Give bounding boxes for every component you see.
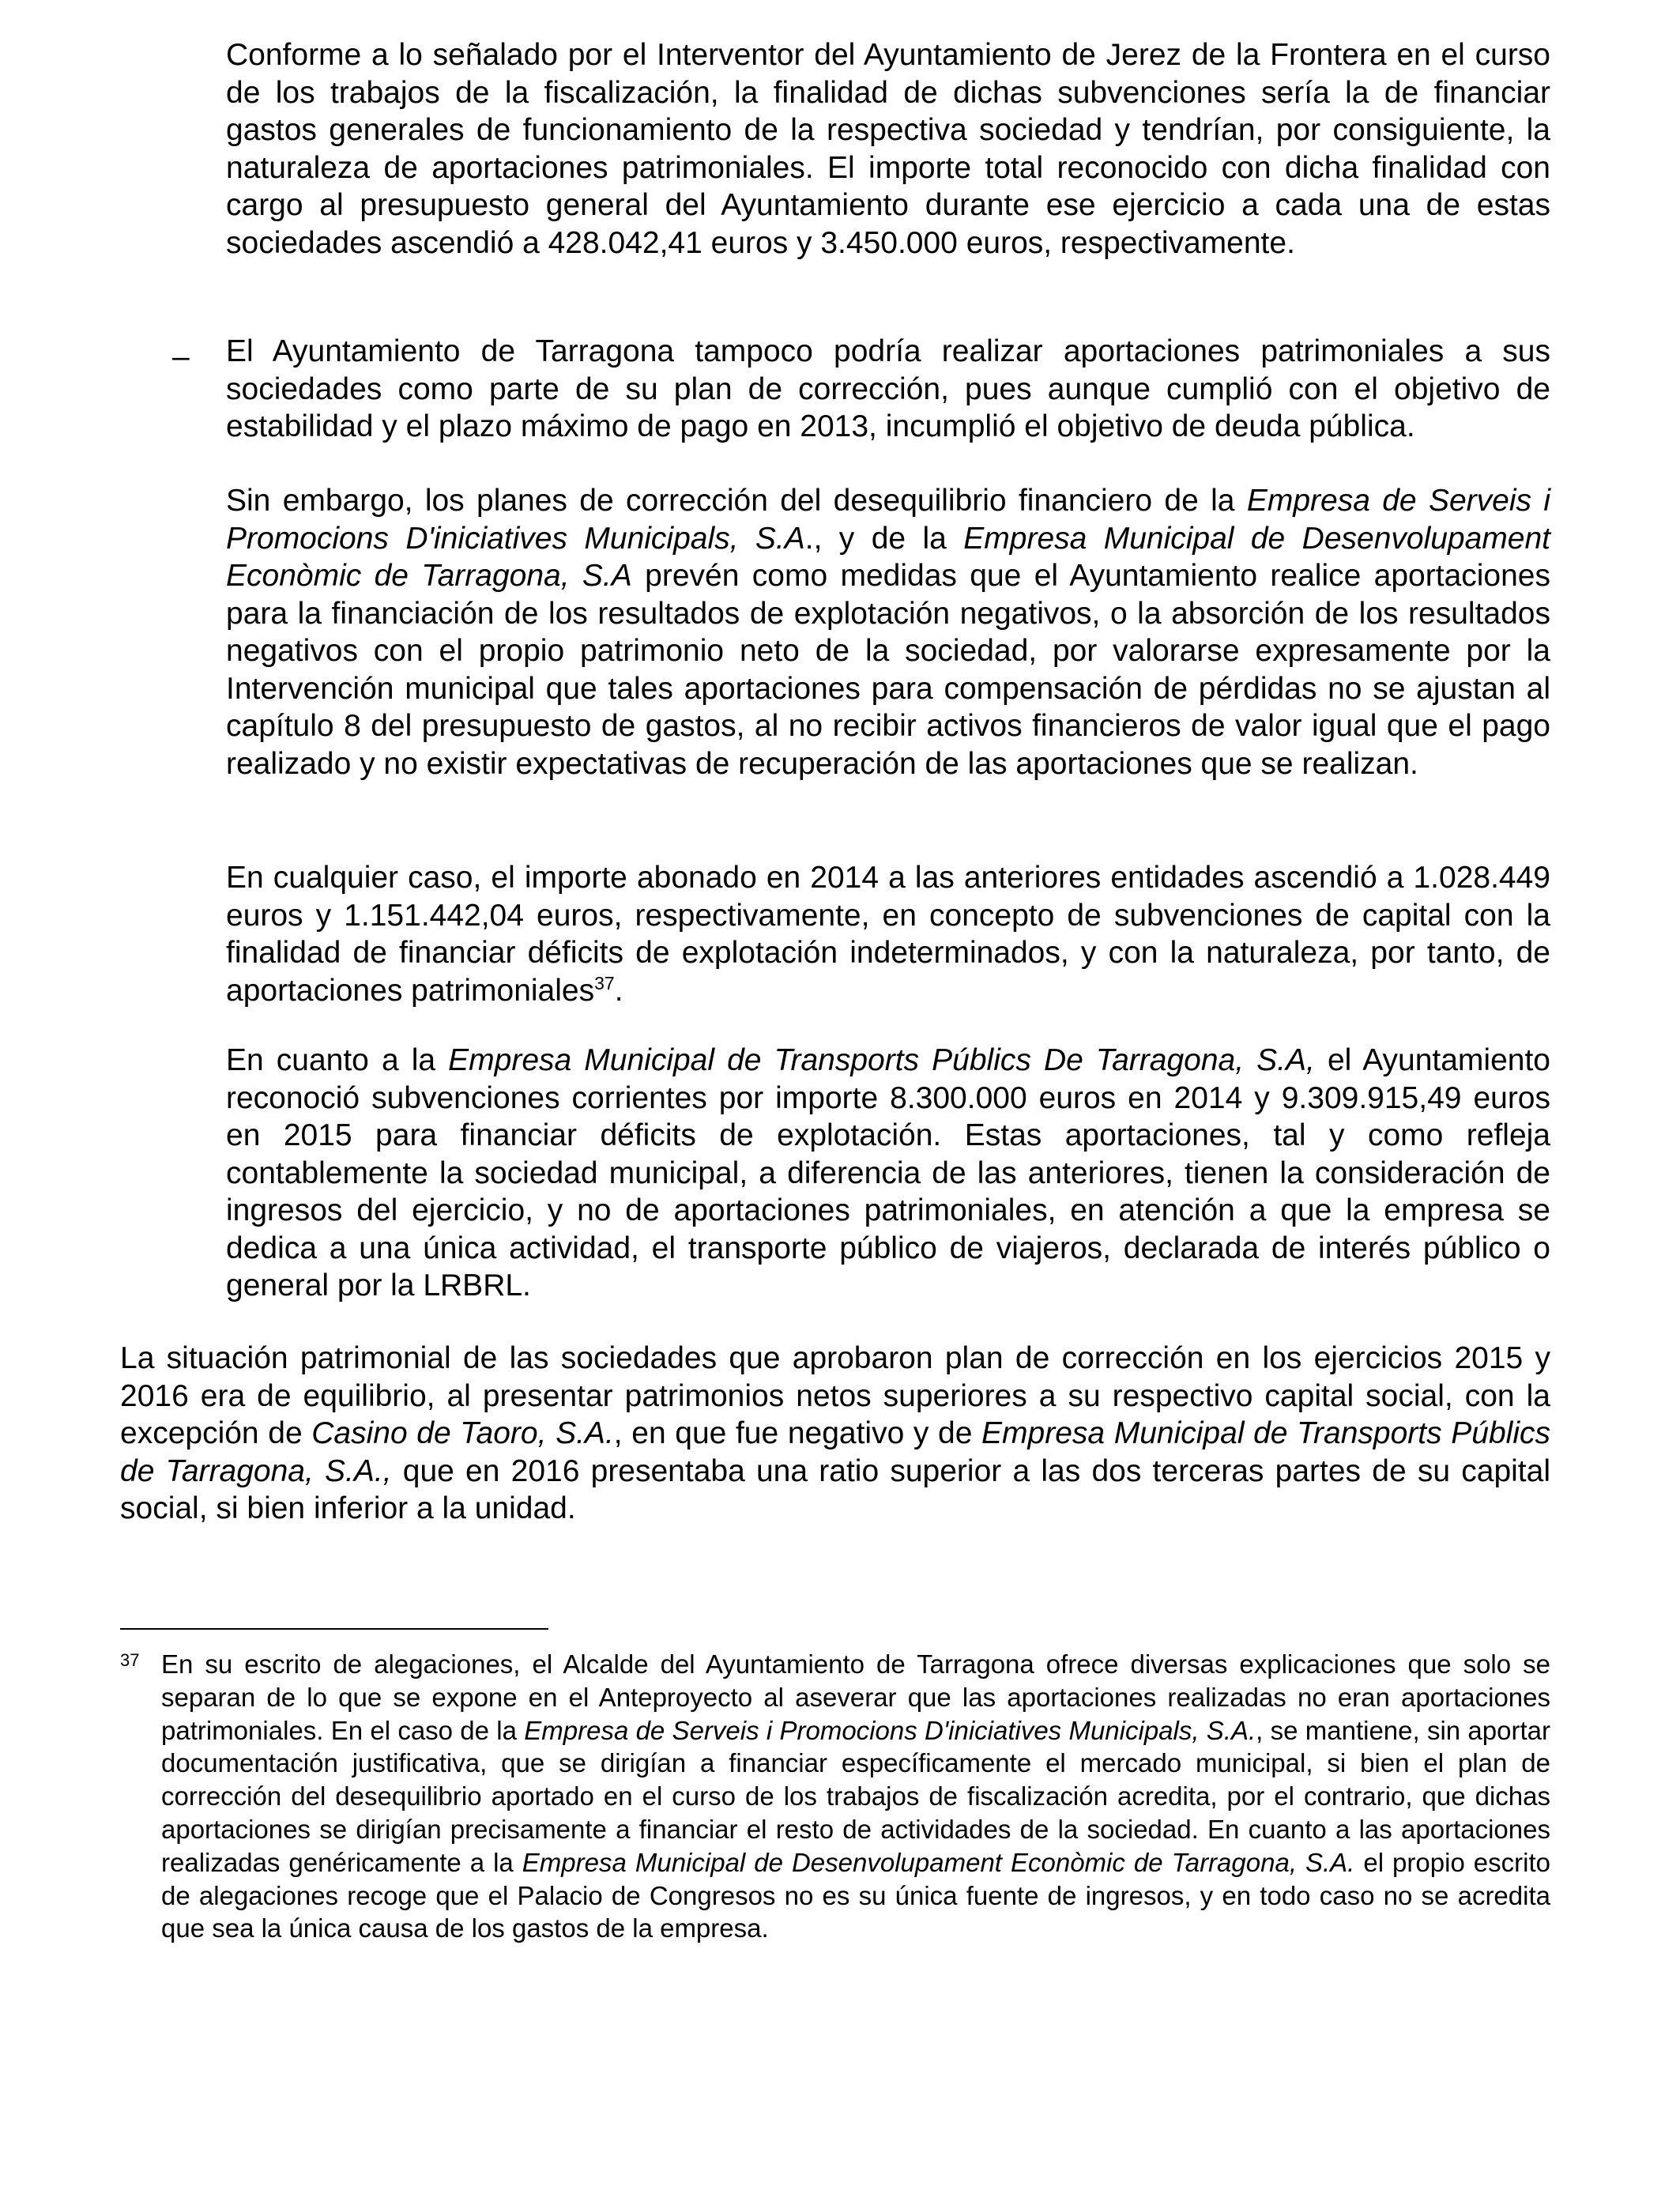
footnote-text: , se mantiene, sin aportar documentación justificativa, que se dirigían a financiar específicamente el mercado municipal, si bien el plan de corrección del desequilibrio aportado en el curso de los trabajos de fiscalización acredita, por el contrario, que dichas aportaciones se dirigían precisamente a financiar el resto de actividades de la sociedad. En cuanto a las aportaciones realizadas genéricamente a la xyxy=(161,1715,1550,1877)
paragraph-text: En cuanto a la xyxy=(226,1043,449,1077)
company-name-transports-tarragona: Empresa Municipal de Transports Públics de Tarragona, S.A., xyxy=(120,1416,1550,1488)
paragraph-text: que en 2016 presentaba una ratio superior a las dos terceras partes de su capital social, si bien inferior a la unidad. xyxy=(120,1453,1550,1525)
list-item-tarragona xyxy=(226,333,1550,446)
paragraph-patrimonial-situation xyxy=(120,1340,1550,1528)
footnote-reference[interactable]: 37 xyxy=(594,972,615,993)
paragraph-text: el Ayuntamiento reconoció subvenciones corrientes por importe 8.300.000 euros en 2014 y 9.309.915,49 euros en 2015 para financiar déficits de explotación. Estas aportaciones, tal y como refleja contablemente la sociedad municipal, a diferencia de las anteriores, tienen la consideración de ingresos del ejercicio, y no de aportaciones patrimoniales, en atención a que la empresa se dedica a una única actividad, el transporte público de viajeros, declarada de interés público o general por la LRBRL. xyxy=(226,1043,1550,1302)
paragraph-jerez-subsidies xyxy=(226,36,1550,262)
company-name-desenvolupament: Empresa Municipal de Desenvolupament Econòmic de Tarragona, S.A xyxy=(226,521,1551,593)
company-name-desenvolupament: Empresa Municipal de Desenvolupament Econòmic de Tarragona, S.A. xyxy=(522,1847,1355,1877)
company-name-serveis: Empresa de Serveis i Promocions D'iniciatives Municipals, S.A. xyxy=(524,1715,1256,1745)
footnote-text: En su escrito de alegaciones, el Alcalde del Ayuntamiento de Tarragona ofrece diversas explicaciones que solo se separan de lo que se expone en el Anteproyecto al aseverar que las aportaciones realizadas no eran aportaciones patrimoniales. En el caso de la xyxy=(161,1649,1550,1745)
footnote-text: el propio escrito de alegaciones recoge que el Palacio de Congresos no es su única fuente de ingresos, y en todo caso no se acredita que sea la única causa de los gastos de la empresa. xyxy=(161,1847,1550,1943)
paragraph-text: En cualquier caso, el importe abonado en 2014 a las anteriores entidades ascendió a 1.028.449 euros y 1.151.442,04 euros, respectivamente, en concepto de subvenciones de capital con la finalidad de financiar déficits de explotación indeterminados, y con la naturaleza, por tanto, de aportaciones patrimoniales xyxy=(226,861,1550,1008)
paragraph-text: ., y de la xyxy=(804,521,964,556)
company-name-casino-taoro: Casino de Taoro, S.A. xyxy=(311,1416,614,1450)
company-name-serveis: Empresa de Serveis i Promocions D'iniciatives Municipals, S.A xyxy=(226,484,1551,556)
paragraph-text: La situación patrimonial de las sociedades que aprobaron plan de corrección en los ejercicios 2015 y 2016 era de equilibrio, al presentar patrimonios netos superiores a su respectivo capital social, con la excepción de xyxy=(120,1341,1550,1450)
paragraph-transports-publics xyxy=(226,1042,1550,1305)
footnote-number: 37 xyxy=(120,1650,140,1670)
paragraph-text: Sin embargo, los planes de corrección del desequilibrio financiero de la xyxy=(226,484,1247,518)
paragraph-2014-amounts xyxy=(226,859,1550,1009)
list-bullet-dash: – xyxy=(172,340,190,374)
paragraph-text: Conforme a lo señalado por el Interventor del Ayuntamiento de Jerez de la Frontera en el curso de los trabajos de la fiscalización, la finalidad de dichas subvenciones sería la de financiar gastos generales de funcionamiento de la respectiva sociedad y tendrían, por consiguiente, la naturaleza de aportaciones patrimoniales. El importe total reconocido con dicha finalidad con cargo al presupuesto general del Ayuntamiento durante ese ejercicio a cada una de estas sociedades ascendió a 428.042,41 euros y 3.450.000 euros, respectivamente. xyxy=(226,38,1550,260)
footnote-37 xyxy=(161,1648,1550,1945)
list-item-text: El Ayuntamiento de Tarragona tampoco podría realizar aportaciones patrimoniales a sus sociedades como parte de su plan de corrección, pues aunque cumplió con el objetivo de estabilidad y el plazo máximo de pago en 2013, incumplió el objetivo de deuda pública. xyxy=(226,334,1550,443)
company-name-transports: Empresa Municipal de Transports Públics De Tarragona, S.A, xyxy=(448,1043,1315,1077)
paragraph-text: . xyxy=(614,973,623,1008)
paragraph-correction-plans xyxy=(226,482,1550,782)
footnote-separator xyxy=(120,1628,548,1630)
paragraph-text: , en que fue negativo y de xyxy=(613,1416,982,1450)
paragraph-text: prevén como medidas que el Ayuntamiento realice aportaciones para la financiación de los resultados de explotación negativos, o la absorción de los resultados negativos con el propio patrimonio neto de la sociedad, por valorarse expresamente por la Intervención municipal que tales aportaciones para compensación de pérdidas no se ajustan al capítulo 8 del presupuesto de gastos, al no recibir activos financieros de valor igual que el pago realizado y no existir expectativas de recuperación de las aportaciones que se realizan. xyxy=(226,559,1550,781)
